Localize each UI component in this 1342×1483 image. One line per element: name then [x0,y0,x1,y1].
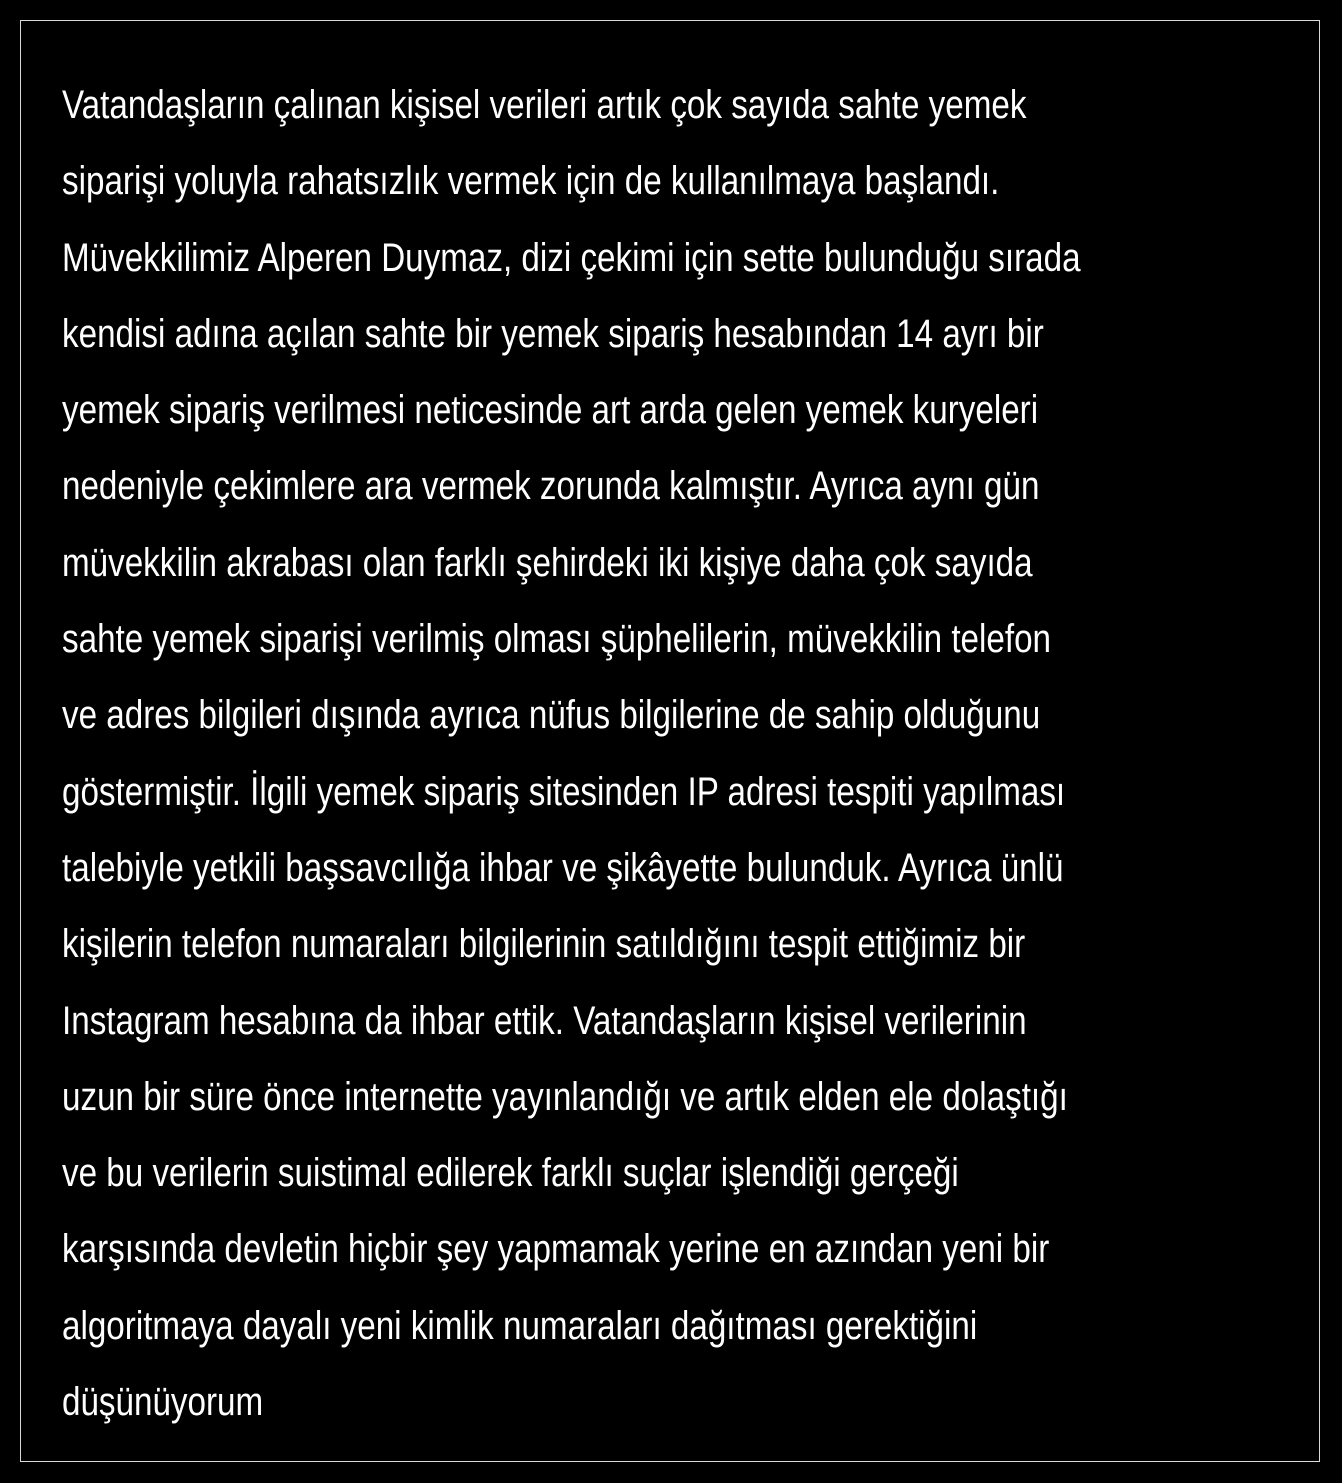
text-line: talebiyle yetkili başsavcılığa ihbar ve şikâyette bulunduk. Ayrıca ünlü [62,845,1064,890]
text-line: siparişi yoluyla rahatsızlık vermek için de kullanılmaya başlandı. [62,159,1000,204]
text-line: uzun bir süre önce internette yayınlandığı ve artık elden ele dolaştığı [62,1074,1068,1119]
text-line: ve bu verilerin suistimal edilerek farklı suçlar işlendiği gerçeği [62,1151,959,1196]
text-line: müvekkilin akrabası olan farklı şehirdeki iki kişiye daha çok sayıda [62,540,1033,585]
text-line: sahte yemek siparişi verilmiş olması şüphelilerin, müvekkilin telefon [62,617,1051,662]
text-line: düşünüyorum [62,1380,264,1425]
text-line: kendisi adına açılan sahte bir yemek sipariş hesabından 14 ayrı bir [62,311,1044,356]
text-line: Vatandaşların çalınan kişisel verileri artık çok sayıda sahte yemek [62,83,1027,127]
text-line: Müvekkilimiz Alperen Duymaz, dizi çekimi için sette bulunduğu sırada [62,235,1081,280]
text-line: ve adres bilgileri dışında ayrıca nüfus bilgilerine de sahip olduğunu [62,693,1041,738]
text-line: algoritmaya dayalı yeni kimlik numaraları dağıtması gerektiğini [62,1303,978,1348]
text-line: Instagram hesabına da ihbar ettik. Vatandaşların kişisel verilerinin [62,998,1027,1043]
text-line: karşısında devletin hiçbir şey yapmamak yerine en azından yeni bir [62,1227,1050,1272]
text-line: göstermiştir. İlgili yemek sipariş sitesinden IP adresi tespiti yapılması [62,769,1066,814]
text-line: kişilerin telefon numaraları bilgilerinin satıldığını tespit ettiğimiz bir [62,922,1026,967]
quote-text [62,67,1302,1440]
text-line: nedeniyle çekimlere ara vermek zorunda kalmıştır. Ayrıca aynı gün [62,464,1040,509]
text-line: yemek sipariş verilmesi neticesinde art arda gelen yemek kuryeleri [62,388,1039,433]
